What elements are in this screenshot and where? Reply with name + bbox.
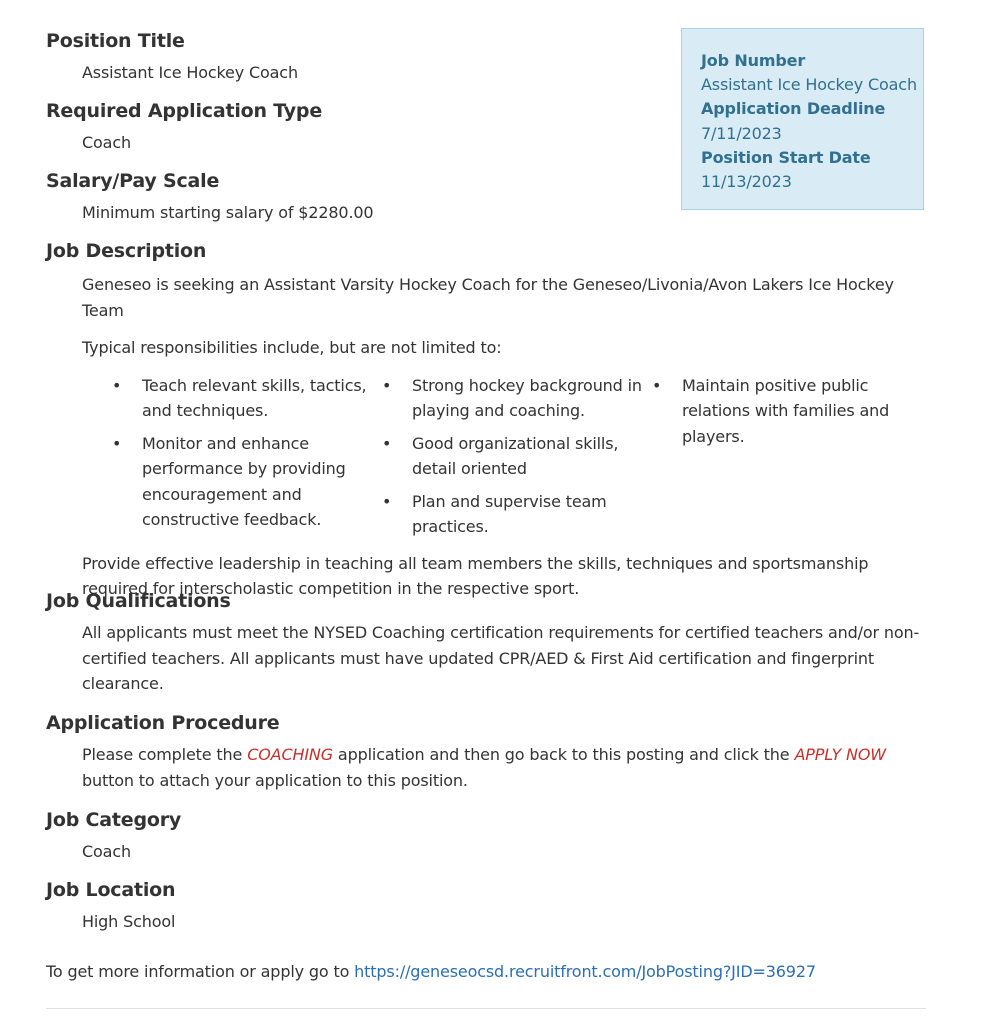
application-type-heading: Required Application Type [46,100,323,122]
job-number-value: Assistant Ice Hockey Coach [701,75,917,95]
responsibilities-column-2 [380,373,652,547]
position-start-date-value: 11/13/2023 [701,172,792,192]
job-description-lead: Typical responsibilities include, but are not limited to: [82,338,502,357]
job-posting-link[interactable]: https://geneseocsd.recruitfront.com/JobPosting?JID=36927 [354,962,816,981]
job-location-value: High School [82,912,176,931]
list-item: • Good organizational skills, detail oriented [400,431,652,482]
divider [46,1008,926,1009]
salary-heading: Salary/Pay Scale [46,170,220,192]
responsibilities-list [46,373,926,547]
job-location-section [46,877,175,935]
bullet-icon: • [652,375,662,395]
salary-section [46,168,373,226]
job-number-label: Job Number [701,51,806,70]
bullet-icon: • [382,433,392,453]
application-type-value: Coach [82,133,131,152]
position-title-value: Assistant Ice Hockey Coach [82,63,298,82]
bullet-icon: • [382,491,392,511]
position-start-date-label: Position Start Date [701,147,871,167]
bullet-icon: • [382,375,392,395]
list-item: • Monitor and enhance performance by providing encouragement and constructive feedback. [130,431,380,533]
application-procedure-text: Please complete the COACHING application and then go back to this posting and click the APPLY NOW button to attach your application to this position. [82,745,886,790]
list-item: • Maintain positive public relations with families and players. [670,373,900,450]
job-description-intro: Geneseo is seeking an Assistant Varsity Hockey Coach for the Geneseo/Livonia/Avon Lakers Ice Hockey Team [82,275,894,320]
position-title-section [46,28,298,86]
job-description-section [46,238,926,602]
responsibilities-column-3 [652,373,900,547]
application-type-section [46,98,322,156]
application-deadline-label: Application Deadline [701,99,886,119]
application-procedure-heading: Application Procedure [46,712,280,734]
qualifications-section [46,588,926,697]
bullet-icon: • [112,433,122,453]
position-title-heading: Position Title [46,30,185,52]
application-deadline-value: 7/11/2023 [701,123,782,143]
responsibilities-column-1 [82,373,380,547]
apply-now-reference: APPLY NOW [794,745,886,764]
list-item: • Strong hockey background in playing and coaching. [400,373,652,424]
qualifications-heading: Job Qualifications [46,590,231,612]
more-info-line: To get more information or apply go to https://geneseocsd.recruitfront.com/JobPosting?JID=36927 [46,962,816,981]
qualifications-text: All applicants must meet the NYSED Coaching certification requirements for certified teachers and/or non-certified teachers. All applicants must have updated CPR/AED & First Aid certification and fingerprint clearance. [82,623,920,693]
job-category-heading: Job Category [46,809,182,831]
job-summary-box [681,28,924,210]
job-category-section [46,807,181,865]
salary-value: Minimum starting salary of $2280.00 [82,203,374,222]
job-location-heading: Job Location [46,879,176,901]
list-item: • Teach relevant skills, tactics, and techniques. [130,373,380,424]
bullet-icon: • [112,375,122,395]
job-category-value: Coach [82,842,131,861]
job-description-heading: Job Description [46,240,207,262]
coaching-link[interactable]: COACHING [247,745,333,764]
job-description-closing: Provide effective leadership in teaching all team members the skills, techniques and sportsmanship required for interscholastic competition in the respective sport. [82,553,869,598]
application-procedure-section [46,710,926,793]
list-item: • Plan and supervise team practices. [400,489,652,540]
